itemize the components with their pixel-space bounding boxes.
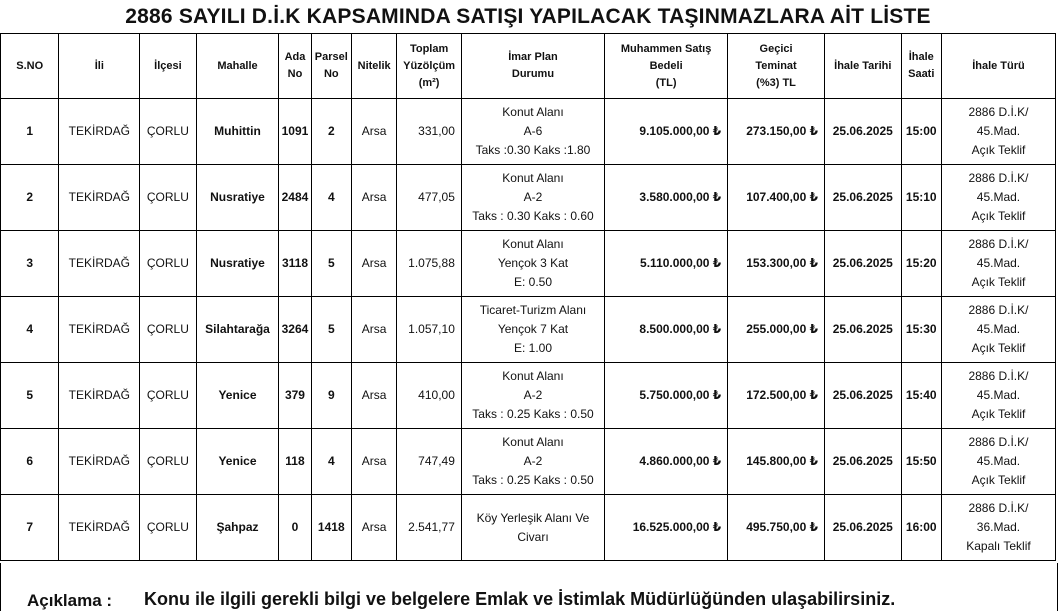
cell-tarih: 25.06.2025 xyxy=(824,429,901,495)
cell-nitelik: Arsa xyxy=(351,165,396,231)
cell-saat: 15:20 xyxy=(901,231,941,297)
cell-imar xyxy=(461,165,604,231)
cell-ada: 3264 xyxy=(279,297,311,363)
cell-il: TEKİRDAĞ xyxy=(59,429,140,495)
cell-parsel: 5 xyxy=(311,297,351,363)
cell-imar-line: Yençok 7 Kat xyxy=(497,322,569,336)
cell-ilce: ÇORLU xyxy=(140,297,196,363)
cell-tur-line: 2886 D.İ.K/ xyxy=(968,369,1029,383)
header-yuzolcum-line: (m²) xyxy=(418,76,440,89)
header-yuzolcum-line: Toplam xyxy=(409,42,449,55)
cell-imar xyxy=(461,429,604,495)
cell-tur-line: 45.Mad. xyxy=(976,454,1021,468)
cell-sno: 1 xyxy=(1,99,59,165)
cell-imar xyxy=(461,363,604,429)
table-row xyxy=(1,165,1056,231)
header-imar xyxy=(461,34,604,99)
cell-tarih: 25.06.2025 xyxy=(824,495,901,561)
header-saat-line: Saati xyxy=(908,68,935,80)
cell-bedel: 9.105.000,00 ₺ xyxy=(605,99,728,165)
cell-tur-line: Kapalı Teklif xyxy=(966,539,1031,553)
cell-imar-line: Konut Alanı xyxy=(502,369,564,383)
note-text: Konu ile ilgili gerekli bilgi ve belgelere Emlak ve İstimlak Müdürlüğünden ulaşabilirsiniz. xyxy=(144,589,896,609)
cell-ada: 3118 xyxy=(279,231,311,297)
cell-teminat: 255.000,00 ₺ xyxy=(728,297,825,363)
header-il: İli xyxy=(59,34,140,99)
cell-il: TEKİRDAĞ xyxy=(59,363,140,429)
header-parsel-line: Parsel xyxy=(314,51,348,63)
cell-tur-line: 36.Mad. xyxy=(976,520,1021,534)
cell-il: TEKİRDAĞ xyxy=(59,495,140,561)
cell-parsel: 1418 xyxy=(311,495,351,561)
cell-tur xyxy=(941,363,1055,429)
cell-yuzolcum: 747,49 xyxy=(397,429,462,495)
cell-imar-line: E: 0.50 xyxy=(513,275,552,289)
cell-tur xyxy=(941,231,1055,297)
cell-teminat: 495.750,00 ₺ xyxy=(728,495,825,561)
table-row xyxy=(1,429,1056,495)
header-teminat-line: Geçici xyxy=(759,42,793,55)
cell-imar-line: Taks : 0.25 Kaks : 0.50 xyxy=(472,473,594,487)
cell-mahalle: Muhittin xyxy=(196,99,279,165)
cell-imar-line: E: 1.00 xyxy=(513,341,552,355)
cell-bedel: 16.525.000,00 ₺ xyxy=(605,495,728,561)
cell-tur-line: Açık Teklif xyxy=(971,341,1026,355)
cell-bedel: 4.860.000,00 ₺ xyxy=(605,429,728,495)
cell-il: TEKİRDAĞ xyxy=(59,99,140,165)
cell-saat: 15:00 xyxy=(901,99,941,165)
cell-ada: 118 xyxy=(279,429,311,495)
cell-parsel: 5 xyxy=(311,231,351,297)
cell-mahalle: Nusratiye xyxy=(196,165,279,231)
cell-nitelik: Arsa xyxy=(351,429,396,495)
cell-nitelik: Arsa xyxy=(351,231,396,297)
cell-imar-line: Yençok 3 Kat xyxy=(497,256,569,270)
cell-tarih: 25.06.2025 xyxy=(824,99,901,165)
header-saat xyxy=(901,34,941,99)
cell-tur-line: 45.Mad. xyxy=(976,124,1021,138)
cell-tur-line: 2886 D.İ.K/ xyxy=(968,105,1029,119)
table-row xyxy=(1,297,1056,363)
cell-teminat: 107.400,00 ₺ xyxy=(728,165,825,231)
cell-imar-line: A-2 xyxy=(523,388,543,402)
header-bedel-line: Bedeli xyxy=(649,59,683,72)
cell-yuzolcum: 2.541,77 xyxy=(397,495,462,561)
cell-nitelik: Arsa xyxy=(351,99,396,165)
cell-sno: 2 xyxy=(1,165,59,231)
header-ada-line: Ada xyxy=(284,51,306,63)
header-bedel-line: Muhammen Satış xyxy=(620,42,712,55)
cell-ilce: ÇORLU xyxy=(140,495,196,561)
cell-imar-line: A-6 xyxy=(523,124,543,138)
cell-imar-line: Konut Alanı xyxy=(502,105,564,119)
cell-imar-line: Köy Yerleşik Alanı Ve xyxy=(476,510,590,525)
cell-tur xyxy=(941,297,1055,363)
property-list-table xyxy=(0,33,1056,561)
cell-tur-line: 2886 D.İ.K/ xyxy=(968,303,1029,317)
cell-yuzolcum: 410,00 xyxy=(397,363,462,429)
cell-il: TEKİRDAĞ xyxy=(59,231,140,297)
cell-tur-line: Açık Teklif xyxy=(971,473,1026,487)
header-yuzolcum xyxy=(397,34,462,99)
cell-imar xyxy=(461,99,604,165)
cell-il: TEKİRDAĞ xyxy=(59,165,140,231)
cell-yuzolcum: 331,00 xyxy=(397,99,462,165)
cell-yuzolcum: 1.057,10 xyxy=(397,297,462,363)
cell-ada: 2484 xyxy=(279,165,311,231)
cell-tur-line: Açık Teklif xyxy=(971,275,1026,289)
cell-ilce: ÇORLU xyxy=(140,363,196,429)
cell-saat: 15:40 xyxy=(901,363,941,429)
header-tur: İhale Türü xyxy=(941,34,1055,99)
cell-tarih: 25.06.2025 xyxy=(824,297,901,363)
cell-sno: 6 xyxy=(1,429,59,495)
cell-tur-line: 45.Mad. xyxy=(976,322,1021,336)
cell-imar-line: Civarı xyxy=(517,529,549,544)
cell-ada: 0 xyxy=(279,495,311,561)
cell-tur-line: Açık Teklif xyxy=(971,143,1026,157)
table-row xyxy=(1,231,1056,297)
header-tarih: İhale Tarihi xyxy=(824,34,901,99)
cell-teminat: 172.500,00 ₺ xyxy=(728,363,825,429)
note-label: Açıklama : xyxy=(27,591,113,610)
cell-parsel: 4 xyxy=(311,429,351,495)
header-saat-line: İhale xyxy=(908,51,934,63)
header-mahalle: Mahalle xyxy=(196,34,279,99)
cell-tur-line: 2886 D.İ.K/ xyxy=(968,171,1029,185)
header-sno: S.NO xyxy=(1,34,59,99)
cell-tur xyxy=(941,165,1055,231)
cell-saat: 15:30 xyxy=(901,297,941,363)
cell-nitelik: Arsa xyxy=(351,297,396,363)
cell-imar-line: A-2 xyxy=(523,190,543,204)
cell-mahalle: Yenice xyxy=(196,429,279,495)
table-row xyxy=(1,495,1056,561)
cell-tur xyxy=(941,99,1055,165)
cell-ada: 1091 xyxy=(279,99,311,165)
cell-nitelik: Arsa xyxy=(351,363,396,429)
cell-imar-line: Konut Alanı xyxy=(502,237,564,251)
cell-tur-line: 2886 D.İ.K/ xyxy=(968,501,1029,515)
cell-tur-line: 2886 D.İ.K/ xyxy=(968,435,1029,449)
cell-ilce: ÇORLU xyxy=(140,99,196,165)
cell-tarih: 25.06.2025 xyxy=(824,363,901,429)
header-imar-line: İmar Plan xyxy=(508,51,558,63)
header-ada xyxy=(279,34,311,99)
cell-mahalle: Yenice xyxy=(196,363,279,429)
cell-ilce: ÇORLU xyxy=(140,429,196,495)
cell-parsel: 2 xyxy=(311,99,351,165)
cell-sno: 7 xyxy=(1,495,59,561)
cell-imar xyxy=(461,297,604,363)
cell-sno: 5 xyxy=(1,363,59,429)
cell-il: TEKİRDAĞ xyxy=(59,297,140,363)
cell-yuzolcum: 477,05 xyxy=(397,165,462,231)
cell-imar-line: Taks : 0.25 Kaks : 0.50 xyxy=(472,407,594,421)
cell-mahalle: Silahtarağa xyxy=(196,297,279,363)
cell-imar-line: Taks : 0.30 Kaks : 0.60 xyxy=(472,209,594,223)
cell-tur-line: 45.Mad. xyxy=(976,190,1021,204)
header-row xyxy=(1,34,1056,99)
cell-saat: 15:50 xyxy=(901,429,941,495)
cell-tur-line: 2886 D.İ.K/ xyxy=(968,237,1029,251)
header-parsel xyxy=(311,34,351,99)
footer-note xyxy=(0,563,1058,611)
header-teminat-line: Teminat xyxy=(755,59,797,72)
header-bedel xyxy=(605,34,728,99)
cell-bedel: 5.110.000,00 ₺ xyxy=(605,231,728,297)
header-bedel-line: (TL) xyxy=(655,76,677,89)
cell-teminat: 145.800,00 ₺ xyxy=(728,429,825,495)
cell-imar-line: Konut Alanı xyxy=(502,435,564,449)
cell-ilce: ÇORLU xyxy=(140,231,196,297)
cell-tur-line: 45.Mad. xyxy=(976,256,1021,270)
cell-ilce: ÇORLU xyxy=(140,165,196,231)
cell-bedel: 8.500.000,00 ₺ xyxy=(605,297,728,363)
document-title: 2886 SAYILI D.İ.K KAPSAMINDA SATIŞI YAPILACAK TAŞINMAZLARA AİT LİSTE xyxy=(0,0,1056,34)
cell-bedel: 5.750.000,00 ₺ xyxy=(605,363,728,429)
header-teminat-line: (%3) TL xyxy=(756,76,796,89)
header-parsel-line: No xyxy=(323,68,339,80)
cell-imar-line: Ticaret-Turizm Alanı xyxy=(479,303,587,317)
cell-ada: 379 xyxy=(279,363,311,429)
header-ilce: İlçesi xyxy=(140,34,196,99)
cell-parsel: 4 xyxy=(311,165,351,231)
cell-mahalle: Nusratiye xyxy=(196,231,279,297)
header-yuzolcum-line: Yüzölçüm xyxy=(403,59,456,72)
cell-imar-line: Konut Alanı xyxy=(502,171,564,185)
cell-imar xyxy=(461,495,604,561)
header-teminat xyxy=(728,34,825,99)
cell-parsel: 9 xyxy=(311,363,351,429)
cell-sno: 4 xyxy=(1,297,59,363)
header-ada-line: No xyxy=(287,68,303,80)
cell-tur-line: Açık Teklif xyxy=(971,209,1026,223)
table-row xyxy=(1,363,1056,429)
table-row xyxy=(1,99,1056,165)
cell-saat: 15:10 xyxy=(901,165,941,231)
cell-teminat: 273.150,00 ₺ xyxy=(728,99,825,165)
cell-imar-line: Taks :0.30 Kaks :1.80 xyxy=(475,143,591,157)
cell-tur xyxy=(941,495,1055,561)
cell-saat: 16:00 xyxy=(901,495,941,561)
cell-nitelik: Arsa xyxy=(351,495,396,561)
cell-tarih: 25.06.2025 xyxy=(824,231,901,297)
cell-teminat: 153.300,00 ₺ xyxy=(728,231,825,297)
cell-imar-line: A-2 xyxy=(523,454,543,468)
cell-sno: 3 xyxy=(1,231,59,297)
cell-imar xyxy=(461,231,604,297)
cell-mahalle: Şahpaz xyxy=(196,495,279,561)
cell-tarih: 25.06.2025 xyxy=(824,165,901,231)
cell-tur-line: Açık Teklif xyxy=(971,407,1026,421)
header-imar-line: Durumu xyxy=(511,68,555,80)
cell-tur-line: 45.Mad. xyxy=(976,388,1021,402)
header-nitelik: Nitelik xyxy=(351,34,396,99)
cell-bedel: 3.580.000,00 ₺ xyxy=(605,165,728,231)
cell-yuzolcum: 1.075,88 xyxy=(397,231,462,297)
cell-tur xyxy=(941,429,1055,495)
